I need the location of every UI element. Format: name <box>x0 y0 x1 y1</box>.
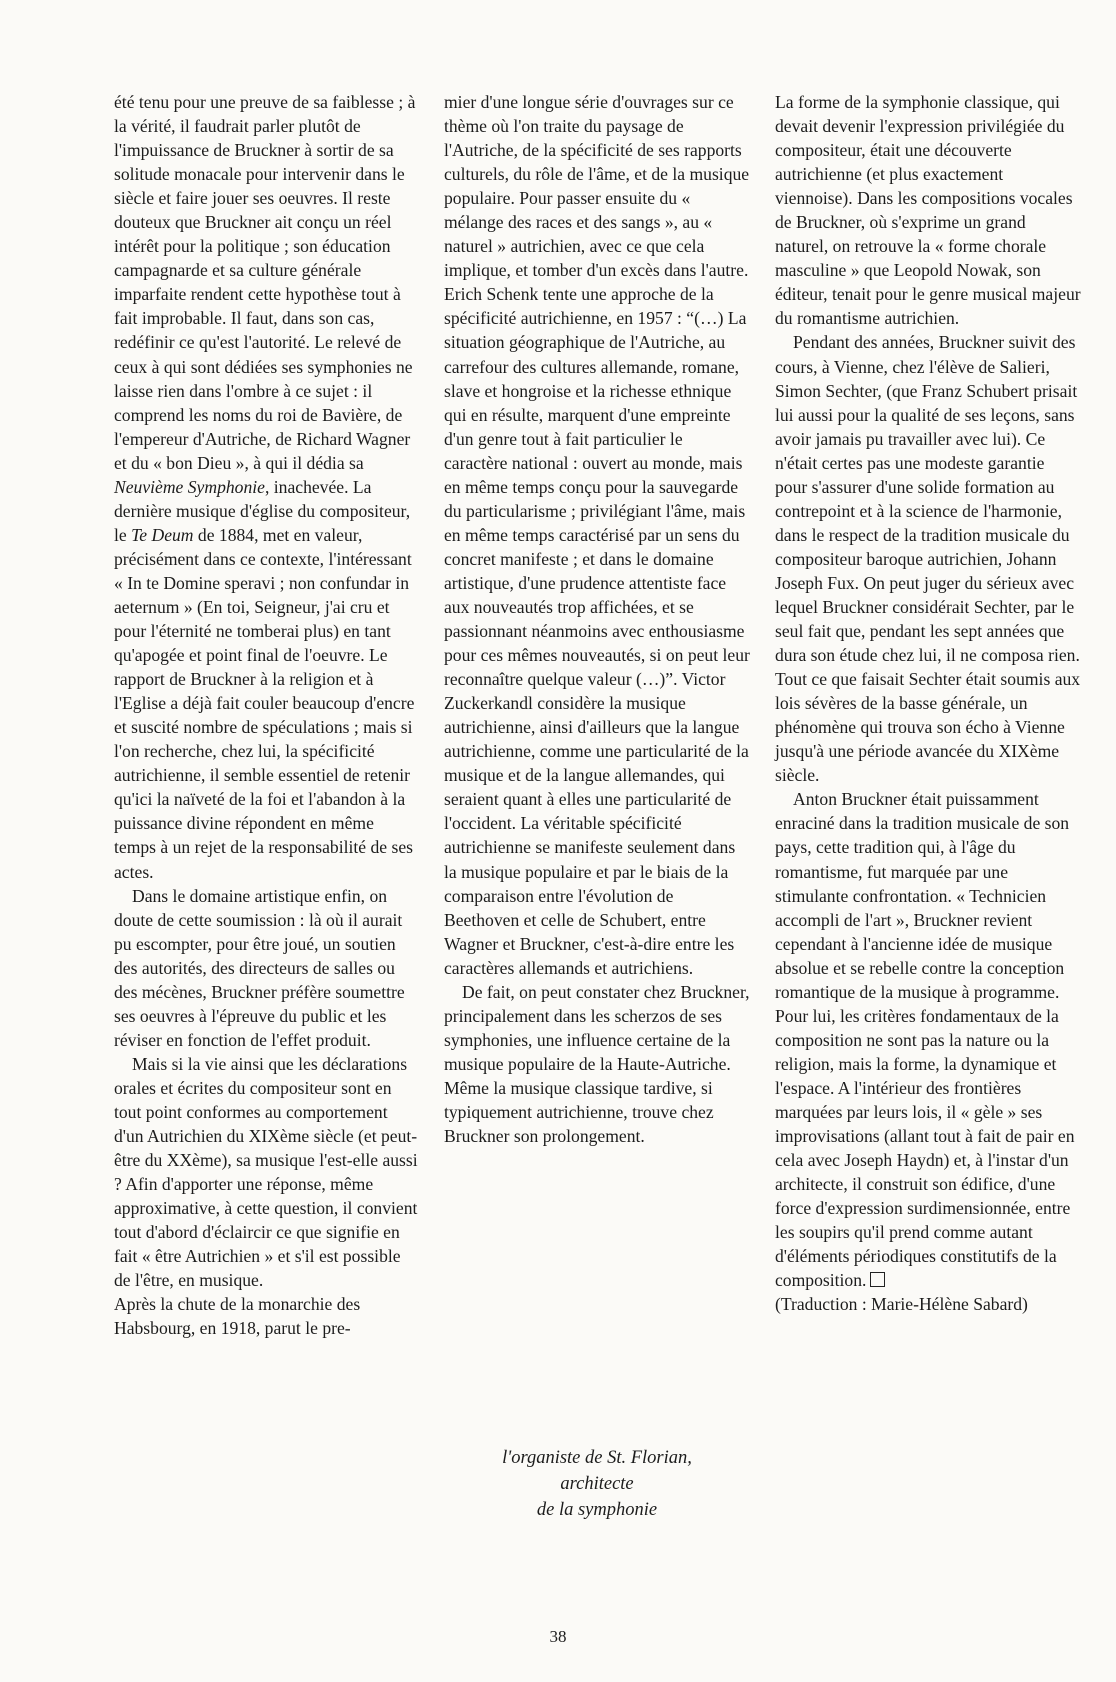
paragraph: Anton Bruckner était puissamment enraciné dans la tradition musicale de son pays, cette tradition qui, à l'âge du romantisme, fut marquée par une stimulante confrontation. « Technicien accompli de l'art », Bruckner revient cependant à l'ancienne idée de musique absolue et se rebelle contre la conception romantique de la musique à programme. Pour lui, les critères fondamentaux de la composition ne sont pas la nature ou la religion, mais la forme, la dynamique et l'espace. A l'intérieur des frontières marquées par leurs lois, il « gèle » ses improvisations (allant tout à fait de pair en cela avec Joseph Haydn) et, à l'instar d'un architecte, il construit son édifice, d'une force d'expression surdimensionnée, entre les soupirs qu'il prend comme autant d'éléments périodiques constitutifs de la composition. <box>775 789 1075 1291</box>
caption-line: architecte <box>560 1474 634 1494</box>
paragraph: La forme de la symphonie classique, qui devait devenir l'expression privilégiée du compositeur, était une découverte autrichienne (et plus exactement viennoise). Dans les compositions vocales de Bruckner, où s'exprime un grand naturel, on retrouve la « forme chorale masculine » que Leopold Nowak, son éditeur, tenait pour le genre musical majeur du romantisme autrichien. <box>775 92 1081 329</box>
paragraph: Après la chute de la monarchie des Habsbourg, en 1918, parut le pre- <box>114 1294 361 1339</box>
text-column-1 <box>114 90 419 1340</box>
paragraph: Dans le domaine artistique enfin, on doute de cette soumission : là où il aurait pu escompter, pour être joué, un soutien des autorités, des directeurs de salles ou des mécènes, Bruckner préfère soumettre ses oeuvres à l'épreuve du public et les réviser en fonction de l'effet produit. <box>114 885 405 1050</box>
paragraph: mier d'une longue série d'ouvrages sur ce thème où l'on traite du paysage de l'Autriche, de la spécificité de ses rapports culturels, du rôle de l'âme, et de la musique populaire. Pour passer ensuite du « mélange des races et des sangs », au « naturel » autrichien, avec ce que cela implique, et tomber d'un excès dans l'autre. Erich Schenk tente une approche de la spécificité autrichienne, en 1957 : “(…) La situation géographique de l'Autriche, au carrefour des cultures allemande, romane, slave et hongroise et la richesse ethnique qui en résulte, marquent d'une empreinte d'un genre tout à fait particulier le caractère national : ouvert au monde, mais en même temps conçu pour la sauvegarde du particularisme ; privilégiant l'âme, mais en même temps caractérisé par un sens du concret manifeste ; et dans le domaine artistique, d'une prudence attentiste face aux nouveautés trop affichées, et se passionnant néanmoins avec enthousiasme pour ces mêmes nouveautés, si on peut leur reconnaître quelque valeur (…)”. Victor Zuckerkandl considère la musique autrichienne, ainsi d'ailleurs que la langue autrichienne, comme une particularité de la musique et de la langue allemandes, qui seraient quant à elles une particularité de l'occident. La véritable spécificité autrichienne se manifeste seulement dans la musique populaire et par le biais de la comparaison entre l'évolution de Beethoven et celle de Schubert, entre Wagner et Bruckner, c'est-à-dire entre les caractères allemands et autrichiens. <box>444 92 750 978</box>
text-column-2 <box>444 90 750 1148</box>
paragraph: Pendant des années, Bruckner suivit des cours, à Vienne, chez l'élève de Salieri, Simon Sechter, (que Franz Schubert prisait lui aussi pour la qualité de ses leçons, sans avoir jamais pu travailler avec lui). Ce n'était certes pas une modeste garantie pour s'assurer d'une solide formation au contrepoint et à la science de l'harmonie, dans le respect de la tradition musicale du compositeur baroque autrichien, Johann Joseph Fux. On peut juger du sérieux avec lequel Bruckner considérait Sechter, par le seul fait que, pendant les sept années que dura son étude chez lui, il ne composa rien. Tout ce que faisait Sechter était soumis aux lois sévères de la basse générale, un phénomène qui trouva son écho à Vienne jusqu'à une période avancée du XIXème siècle. <box>775 332 1081 786</box>
paragraph: Mais si la vie ainsi que les déclarations orales et écrites du compositeur sont en tout point conformes au comportement d'un Autrichien du XIXème siècle (et peut-être du XXème), sa musique l'est-elle aussi ? Afin d'apporter une réponse, même approximative, à cette question, il convient tout d'abord d'éclaircir ce que signifie en fait « être Autrichien » et s'il est possible de l'être, en musique. <box>114 1053 418 1291</box>
paragraph: été tenu pour une preuve de sa faiblesse ; à la vérité, il faudrait parler plutôt de l'impuissance de Bruckner à sortir de sa solitude monacale pour intervenir dans le siècle et faire jouer ses oeuvres. Il reste douteux que Bruckner ait conçu un réel intérêt pour la politique ; son éducation campagnarde et sa culture générale imparfaite rendent cette hypothèse tout à fait improbable. Il faut, dans son cas, redéfinir ce qu'est l'autorité. Le relevé de ceux à qui sont dédiées ses symphonies ne laisse rien dans l'ombre à ce sujet : il comprend les noms du roi de Bavière, de l'empereur d'Autriche, de Richard Wagner et du « bon Dieu », à qui il dédia sa Neuvième Symphonie, inachevée. La dernière musique d'église du compositeur, le Te Deum de 1884, met en valeur, précisément dans ce contexte, l'intéressant « In te Domine speravi ; non confundar in aeternum » (En toi, Seigneur, j'ai cru et pour l'éternité ne tomberai plus) en tant qu'apogée et point final de l'oeuvre. Le rapport de Bruckner à la religion et à l'Eglise a déjà fait couler beaucoup d'encre et suscité nombre de spéculations ; mais si l'on recherche, chez lui, la spécificité autrichienne, il semble essentiel de retenir qu'ici la naïveté de la foi et l'abandon à la puissance divine répondent en même temps à un rejet de la responsabilité de ses actes. <box>114 92 416 882</box>
caption-line: l'organiste de St. Florian, <box>502 1448 692 1468</box>
work-title: Neuvième Symphonie <box>114 476 265 497</box>
page-number: 38 <box>549 1627 567 1646</box>
section-caption <box>444 1445 750 1523</box>
end-of-article-icon <box>870 1272 885 1287</box>
text-column-3 <box>775 90 1081 1316</box>
caption-line: de la symphonie <box>536 1500 658 1520</box>
paragraph: De fait, on peut constater chez Bruckner, principalement dans les scherzos de ses symphonies, une influence certaine de la musique populaire de la Haute-Autriche. Même la musique classique tardive, si typiquement autrichienne, trouve chez Bruckner son prolongement. <box>444 981 750 1147</box>
work-title: Te Deum <box>131 524 194 545</box>
translation-credit: (Traduction : Marie-Hélène Sabard) <box>775 1294 1028 1315</box>
